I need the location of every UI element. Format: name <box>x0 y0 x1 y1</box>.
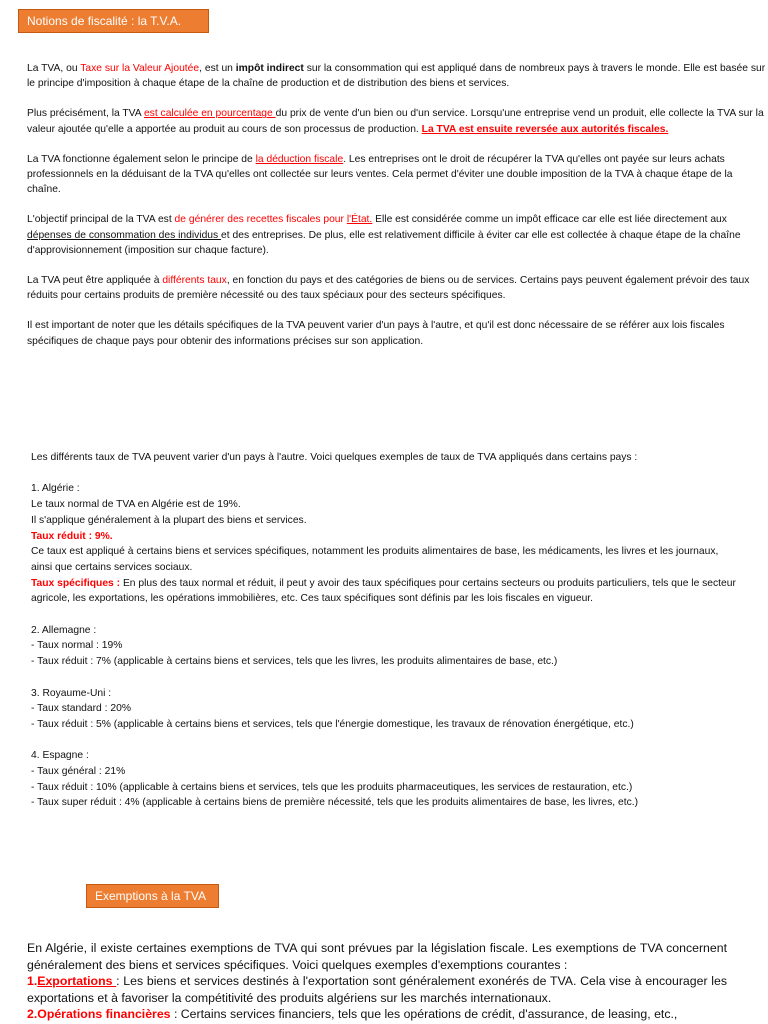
underlined-text: dépenses de consommation des individus <box>27 229 222 241</box>
rate-line: - Taux général : 21% <box>31 766 126 777</box>
tva-exemptions-section <box>27 940 727 1023</box>
rate-line: Il s'applique généralement à la plupart des biens et services. <box>31 514 307 526</box>
country-title-spain: 4. Espagne : <box>31 750 89 762</box>
paragraph-rates: La TVA peut être appliquée à différents taux, en fonction du pays et des catégories de biens ou de services. Certains pays peuvent également prévoir des taux réduits pour certains produits de première nécessité ou des taux spéciaux pour des secteurs spécifiques. <box>27 275 750 302</box>
highlight-text: la déduction fiscale <box>255 153 344 165</box>
exemption-label: Exportations <box>37 974 117 989</box>
rate-line: - Taux réduit : 5% (applicable à certains biens et services, tels que l'énergie domestique, les travaux de rénovation énergétique, etc.) <box>31 718 634 730</box>
highlight-text: l'État. <box>346 214 373 226</box>
paragraph-definition: La TVA, ou Taxe sur la Valeur Ajoutée, est un impôt indirect sur la consommation qui est appliqué dans de nombreux pays à travers le monde. Elle est basée sur le principe d'imposition à chaque étape de la chaîne de production et de distribution des biens et services. <box>27 63 766 90</box>
country-title-uk: 3. Royaume-Uni : <box>31 687 112 699</box>
reduced-rate-label: Taux réduit : 9%. <box>31 530 113 542</box>
country-title-algeria: 1. Algérie : <box>31 483 80 495</box>
paragraph-calculation: Plus précisément, la TVA est calculée en pourcentage du prix de vente d'un bien ou d'un service. Lorsqu'une entreprise vend un produit, elle collecte la TVA sur la valeur ajoutée qu'elle a apportée au produit au cours de son processus de production. La TVA est ensuite reversée aux autorités fiscales. <box>27 108 764 135</box>
section-title-exemptions: Exemptions à la TVA <box>86 884 219 908</box>
exemption-item-exports: 1.Exportations : Les biens et services destinés à l'exportation sont généralement exonérés de TVA. Cela vise à encourager les exportations et à favoriser la compétitivité des produits algériens sur les marchés internationaux. <box>27 974 727 1005</box>
highlight-text: différents taux <box>162 275 227 287</box>
tva-rates-section <box>31 450 741 811</box>
rates-intro: Les différents taux de TVA peuvent varier d'un pays à l'autre. Voici quelques exemples de taux de TVA appliqués dans certains pays : <box>31 452 638 463</box>
rate-line: Le taux normal de TVA en Algérie est de 19%. <box>31 499 241 511</box>
tva-definition-section <box>27 61 767 364</box>
exemption-item-financial: 2.Opérations financières : Certains services financiers, tels que les opérations de crédit, d'assurance, de leasing, etc., <box>27 1007 678 1022</box>
highlight-text: Taxe sur la Valeur Ajoutée <box>80 63 200 74</box>
paragraph-objective: L'objectif principal de la TVA est de générer des recettes fiscales pour l'État. Elle est considérée comme un impôt efficace car elle est liée directement aux dépenses de consommation des individus et des entreprises. De plus, elle est relativement difficile à éviter car elle est collectée à chaque étape de la chaîne d'approvisionnement (imposition sur chaque facture). <box>27 214 741 256</box>
rate-line: - Taux réduit : 7% (applicable à certains biens et services, tels que les livres, les produits alimentaires de base, etc.) <box>31 656 558 668</box>
rate-line: - Taux normal : 19% <box>31 640 123 652</box>
paragraph-deduction: La TVA fonctionne également selon le principe de la déduction fiscale. Les entreprises ont le droit de récupérer la TVA qu'elles ont payée sur leurs achats professionnels en la déduisant de la TVA qu'elles ont collectée sur leurs ventes. Cela permet d'éviter une double imposition de la TVA à chaque étape de la chaîne. <box>27 153 733 196</box>
rate-line: Ce taux est appliqué à certains biens et services spécifiques, notamment les produits alimentaires de base, les médicaments, les livres et les journaux, ainsi que certains services sociaux. <box>31 546 719 573</box>
highlight-text: de générer des recettes fiscales pour <box>174 214 347 226</box>
highlight-text: La TVA est ensuite reversée aux autorités fiscales. <box>421 123 669 135</box>
country-title-germany: 2. Allemagne : <box>31 624 97 636</box>
highlight-text: est calculée en pourcentage <box>143 108 276 120</box>
rate-line: - Taux super réduit : 4% (applicable à certains biens de première nécessité, tels que les produits alimentaires de base, les livres, etc.) <box>31 797 639 809</box>
rate-line: - Taux standard : 20% <box>31 703 131 715</box>
specific-rate-label: Taux spécifiques : <box>31 577 121 589</box>
section-title-fiscalite: Notions de fiscalité : la T.V.A. <box>18 9 209 33</box>
exemption-label: 2.Opérations financières <box>27 1007 171 1022</box>
exemptions-intro: En Algérie, il existe certaines exemptions de TVA qui sont prévues par la législation fiscale. Les exemptions de TVA concernent généralement des biens et services spécifiques. Voici quelques exemples d'exemptions courantes : <box>27 941 727 972</box>
rate-line: - Taux réduit : 10% (applicable à certains biens et services, tels que les produits pharmaceutiques, les services de restauration, etc.) <box>31 781 633 793</box>
rate-line: Taux spécifiques : En plus des taux normal et réduit, il peut y avoir des taux spécifiques pour certains secteurs ou produits particuliers, tels que le secteur agricole, les exportations, les opérations immobilières, etc. Ces taux spécifiques sont définis par les lois fiscales en vigueur. <box>31 577 736 605</box>
bold-text: impôt indirect <box>235 63 304 74</box>
paragraph-note: Il est important de noter que les détails spécifiques de la TVA peuvent varier d'un pays à l'autre, et qu'il est donc nécessaire de se référer aux lois fiscales spécifiques de chaque pays pour obtenir des informations précises sur son application. <box>27 320 725 347</box>
